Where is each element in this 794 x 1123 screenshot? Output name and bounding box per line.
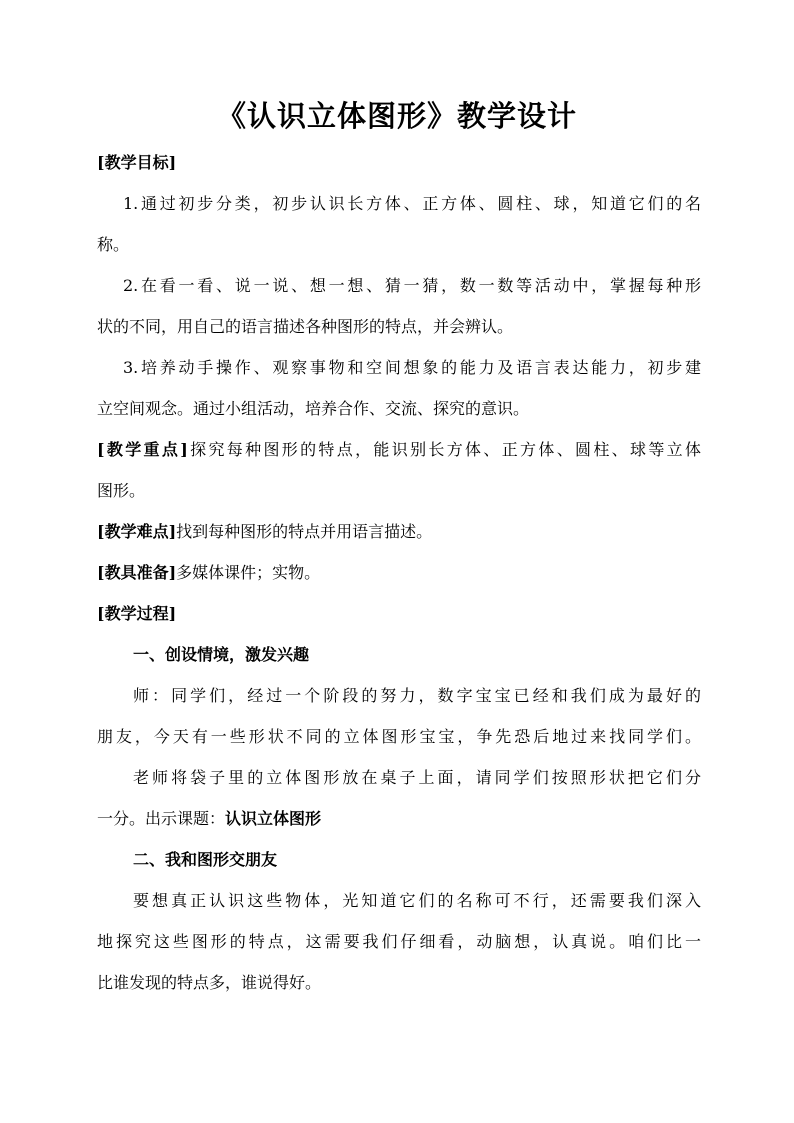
key-points-line-1 [97, 429, 701, 470]
section-2-para-line-1: 要想真正认识这些物体，光知道它们的名称可不行，还需要我们深入 [133, 891, 701, 910]
objectives-heading: [教学目标] [97, 153, 177, 172]
objective-1-line-1: 1.通过初步分类，初步认识长方体、正方体、圆柱、球，知道它们的名 [123, 194, 701, 213]
objective-2-line-1: 2.在看一看、说一说、想一想、猜一猜，数一数等活动中，掌握每种形 [123, 276, 701, 295]
key-points-line-2: 图形。 [97, 481, 146, 500]
section-1-para-1-line-1: 师：同学们，经过一个阶段的努力，数字宝宝已经和我们成为最好的 [133, 686, 701, 705]
document-body [97, 142, 701, 1003]
key-points-label: [教学重点] [97, 440, 188, 459]
difficulties-label: [教学难点] [97, 522, 177, 541]
materials-label: [教具准备] [97, 563, 177, 582]
objective-2-line-2: 状的不同，用自己的语言描述各种图形的特点，并会辨认。 [97, 317, 514, 336]
section-2-para-line-3: 比谁发现的特点多，谁说得好。 [97, 973, 322, 992]
document-title: 《认识立体图形》教学设计 [216, 99, 577, 133]
process-heading: [教学过程] [97, 604, 177, 623]
section-1-para-2-line-2 [97, 798, 701, 839]
materials-text: 多媒体课件；实物。 [176, 563, 321, 582]
objective-1-line-2: 称。 [97, 235, 130, 254]
section-1-para-1-line-2: 朋友，今天有一些形状不同的立体图形宝宝，争先恐后地过来找同学们。 [97, 727, 701, 746]
section-1-para-2-text: 一分。出示课题： [97, 809, 226, 828]
section-1-heading: 一、创设情境，激发兴趣 [133, 645, 310, 664]
difficulties-line [97, 511, 701, 552]
materials-line [97, 552, 701, 593]
difficulties-text: 找到每种图形的特点并用语言描述。 [176, 522, 433, 541]
section-2-para-line-2: 地探究这些图形的特点，这需要我们仔细看，动脑想，认真说。咱们比一 [97, 932, 701, 951]
section-1-para-2-line-1: 老师将袋子里的立体图形放在桌子上面，请同学们按照形状把它们分 [133, 768, 701, 787]
key-points-text: 探究每种图形的特点，能识别长方体、正方体、圆柱、球等立体 [187, 440, 701, 459]
objective-3-line-1: 3.培养动手操作、观察事物和空间想象的能力及语言表达能力，初步建 [123, 358, 701, 377]
section-2-heading: 二、我和图形交朋友 [133, 850, 278, 869]
objective-3-line-2: 立空间观念。通过小组活动，培养合作、交流、探究的意识。 [97, 399, 530, 418]
lesson-topic: 认识立体图形 [225, 809, 322, 828]
